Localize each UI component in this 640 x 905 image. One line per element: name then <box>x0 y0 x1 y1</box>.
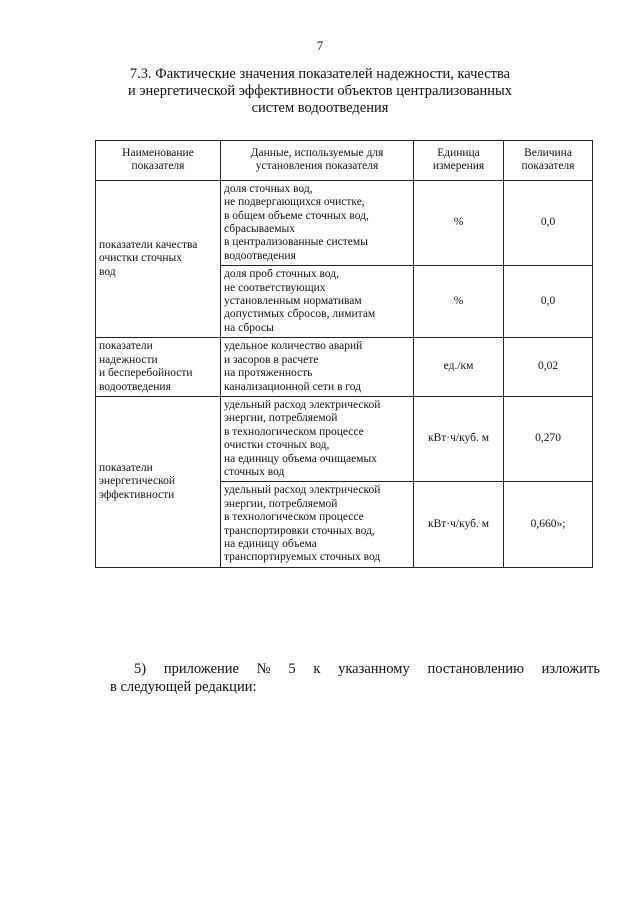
header-value: Величина показателя <box>504 141 593 181</box>
closing-word: изложить <box>541 661 600 677</box>
table-row <box>96 396 593 481</box>
indicator-group-name: показатели надежности и бесперебойности водоотведения <box>96 338 221 397</box>
indicator-value: 0,0 <box>504 180 593 265</box>
indicator-value: 0,0 <box>504 266 593 338</box>
indicator-unit: кВт·ч/куб. м <box>414 396 504 481</box>
closing-word: 5) <box>134 661 147 677</box>
indicator-value: 0,270 <box>504 396 593 481</box>
closing-line-2: в следующей редакции: <box>110 679 257 695</box>
indicator-unit: % <box>414 266 504 338</box>
page-number: 7 <box>316 38 324 53</box>
indicator-value: 0,660»; <box>504 482 593 567</box>
header-name: Наименование показателя <box>96 141 221 181</box>
indicator-group-name: показатели качества очистки сточных вод <box>96 180 221 337</box>
indicator-group-name: показатели энергетической эффективности <box>96 396 221 567</box>
closing-word: к <box>313 661 321 677</box>
closing-paragraph <box>110 660 600 696</box>
closing-word: постановлению <box>427 661 524 677</box>
header-data: Данные, используемые для установления показателя <box>221 141 414 181</box>
table-row <box>96 338 593 397</box>
closing-word: № <box>256 661 271 677</box>
table-row <box>96 180 593 265</box>
closing-word: указанному <box>338 661 410 677</box>
section-heading <box>90 66 550 117</box>
closing-word: 5 <box>288 661 296 677</box>
closing-line-1 <box>110 660 600 678</box>
indicator-unit: кВт·ч/куб. м <box>414 482 504 567</box>
table-header-row <box>96 141 593 181</box>
indicator-data: доля сточных вод, не подвергающихся очистке, в общем объеме сточных вод, сбрасываемых в централизованные системы водоотведения <box>221 180 414 265</box>
closing-word: приложение <box>163 661 239 677</box>
indicator-unit: % <box>414 180 504 265</box>
indicator-data: доля проб сточных вод, не соответствующих установленным нормативам допустимых сбросов, лимитам на сбросы <box>221 266 414 338</box>
indicators-table <box>95 140 593 568</box>
heading-line: и энергетической эффективности объектов централизованных <box>127 83 513 99</box>
indicator-value: 0,02 <box>504 338 593 397</box>
heading-line: 7.3. Фактические значения показателей надежности, качества <box>129 66 511 82</box>
indicator-data: удельный расход электрической энергии, потребляемой в технологическом процессе очистки сточных вод, на единицу объема очищаемых сточных вод <box>221 396 414 481</box>
indicator-unit: ед./км <box>414 338 504 397</box>
indicator-data: удельный расход электрической энергии, потребляемой в технологическом процессе транспортировки сточных вод, на единицу объема транспортируемых сточных вод <box>221 482 414 567</box>
heading-line: систем водоотведения <box>251 100 389 116</box>
header-unit: Единица измерения <box>414 141 504 181</box>
indicator-data: удельное количество аварий и засоров в расчете на протяженность канализационной сети в год <box>221 338 414 397</box>
